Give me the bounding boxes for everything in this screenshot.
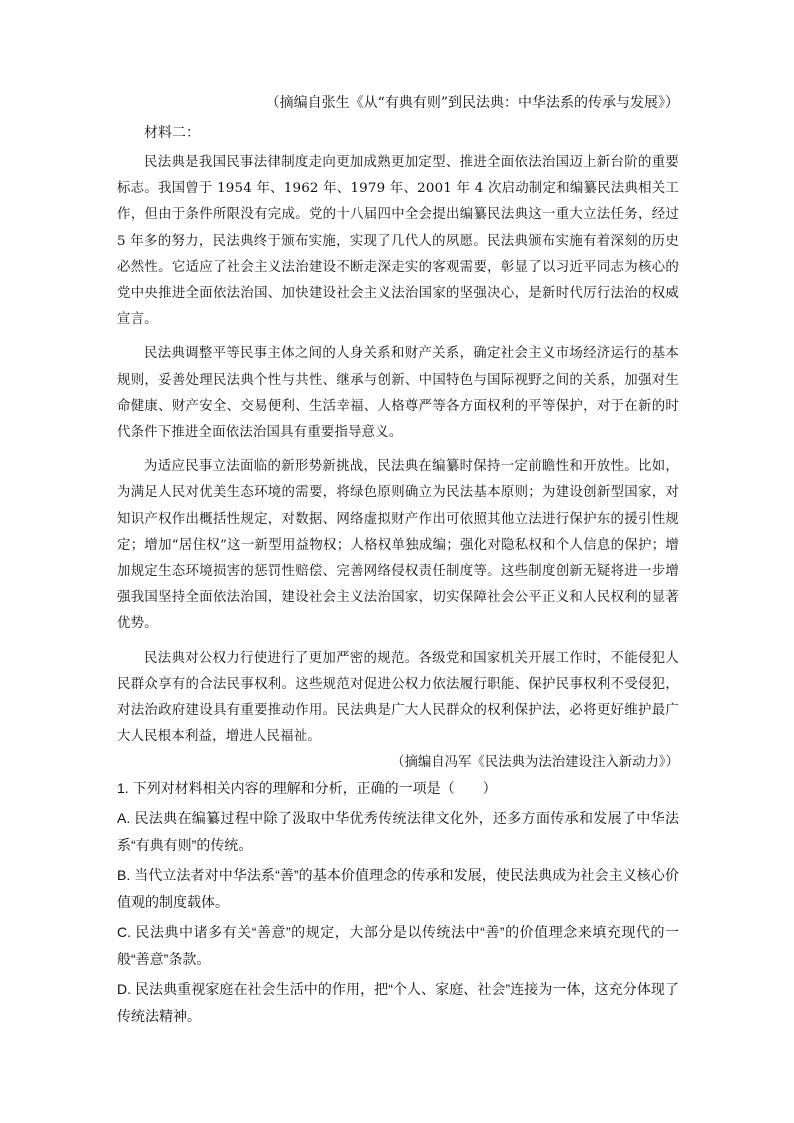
option-b[interactable]: B. 当代立法者对中华法系“善”的基本价值理念的传承和发展，使民法典成为社会主义核心价值观的制度载体。 [117,867,679,910]
material-two-label: 材料二： [144,125,200,141]
option-a[interactable]: A. 民法典在编纂过程中除了汲取中华优秀传统法律文化外，还多方面传承和发展了中华法系“有典有则”的传统。 [117,810,679,853]
source-citation-top: （摘编自张生《从“有典有则”到民法典：中华法系的传承与发展》） [265,95,679,111]
option-d[interactable]: D. 民法典重视家庭在社会生活中的作用，把“个人、家庭、社会”连接为一体，这充分体现了传统法精神。 [117,981,679,1024]
paragraph-4: 民法典对公权力行使进行了更加严密的规范。各级党和国家机关开展工作时，不能侵犯人民群众享有的合法民事权利。这些规范对促进公权力依法履行职能、保护民事权利不受侵犯，对法治政府建设具有重要推动作用。民法典是广大人民群众的权利保护法，必将更好维护最广大人民根本利益，增进人民福祉。 [117,650,679,745]
paragraph-1: 民法典是我国民事法律制度走向更加成熟更加定型、推进全面依法治国迈上新台阶的重要标志。我国曾于 1954 年、1962 年、1979 年、2001 年 4 次启动制定和编纂民法典相关工作，但由于条件所限没有完成。党的十八届四中全会提出编纂民法典这一重大立法任务，经过 5 年多的努力，民法典终于颁布实施，实现了几代人的夙愿。民法典颁布实施有着深刻的历史必然性。它适应了社会主义法治建设不断走深走实的客观需要，彰显了以习近平同志为核心的党中央推进全面依法治国、加快建设社会主义法治国家的坚强决心，是新时代厉行法治的权威宣言。 [117,155,679,328]
paragraph-3: 为适应民事立法面临的新形势新挑战，民法典在编纂时保持一定前瞻性和开放性。比如，为满足人民对优美生态环境的需要，将绿色原则确立为民法基本原则；为建设创新型国家，对知识产权作出概括性规定，对数据、网络虚拟财产作出可依照其他立法进行保护东的援引性规定；增加“居住权”这一新型用益物权；人格权单独成编；强化对隐私权和个人信息的保护；增加规定生态环境损害的惩罚性赔偿、完善网络侵权责任制度等。这些制度创新无疑将进一步增强我国坚持全面依法治国，建设社会主义法治国家，切实保障社会公平正义和人民权利的显著优势。 [117,459,679,632]
question-stem: 1. 下列对材料相关内容的理解和分析，正确的一项是（ ） [117,780,497,797]
paragraph-2: 民法典调整平等民事主体之间的人身关系和财产关系，确定社会主义市场经济运行的基本规则，妥善处理民法典个性与共性、继承与创新、中国特色与国际视野之间的关系，加强对生命健康、财产安全、交易便利、生活幸福、人格尊严等各方面权利的平等保护，对于在新的时代条件下推进全面依法治国具有重要指导意义。 [117,346,679,441]
option-c[interactable]: C. 民法典中诸多有关“善意”的规定，大部分是以传统法中“善”的价值理念来填充现代的一般“善意”条款。 [117,924,679,967]
source-citation-bottom: （摘编自冯军《民法典为法治建设注入新动力》） [391,755,679,771]
